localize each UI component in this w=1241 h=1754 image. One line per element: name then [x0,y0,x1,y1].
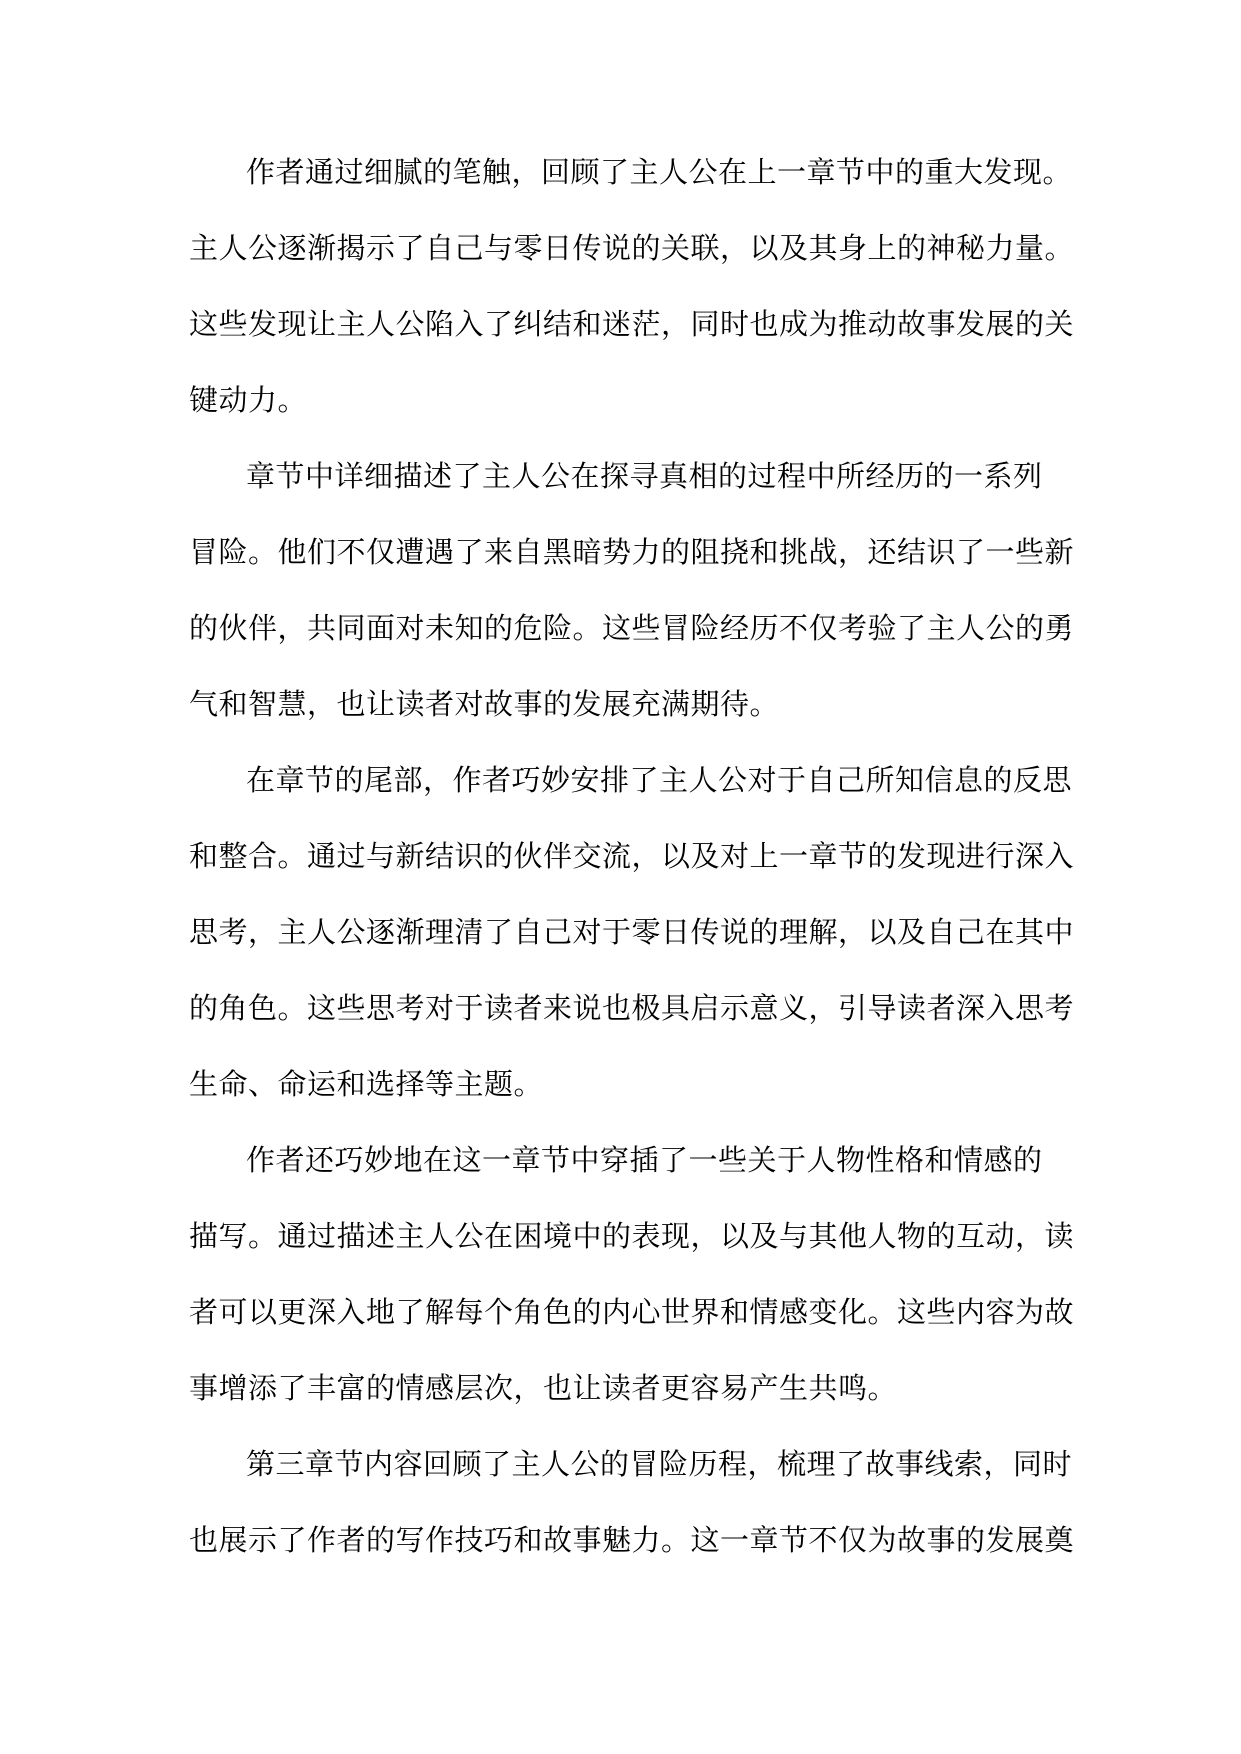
text-line: 气和智慧，也让读者对故事的发展充满期待。 [189,687,780,721]
text-line: 键动力。 [189,383,308,417]
text-line: 的伙伴，共同面对未知的危险。这些冒险经历不仅考验了主人公的勇 [189,611,1075,645]
text-line: 也展示了作者的写作技巧和故事魅力。这一章节不仅为故事的发展奠 [189,1523,1075,1557]
text-line: 这些发现让主人公陷入了纠结和迷茫，同时也成为推动故事发展的关 [189,307,1075,341]
text-line: 的角色。这些思考对于读者来说也极具启示意义，引导读者深入思考 [189,991,1075,1025]
text-line: 作者还巧妙地在这一章节中穿插了一些关于人物性格和情感的 [246,1143,1043,1177]
text-line: 事增添了丰富的情感层次，也让读者更容易产生共鸣。 [189,1371,898,1405]
text-line: 冒险。他们不仅遭遇了来自黑暗势力的阻挠和挑战，还结识了一些新 [189,535,1075,569]
text-line: 主人公逐渐揭示了自己与零日传说的关联，以及其身上的神秘力量。 [189,231,1075,265]
text-line: 作者通过细腻的笔触，回顾了主人公在上一章节中的重大发现。 [246,155,1073,189]
text-line: 第三章节内容回顾了主人公的冒险历程，梳理了故事线索，同时 [246,1447,1073,1481]
text-line: 描写。通过描述主人公在困境中的表现，以及与其他人物的互动，读 [189,1219,1075,1253]
text-line: 在章节的尾部，作者巧妙安排了主人公对于自己所知信息的反思 [246,763,1073,797]
text-line: 生命、命运和选择等主题。 [189,1067,544,1101]
text-line: 章节中详细描述了主人公在探寻真相的过程中所经历的一系列 [246,459,1043,493]
text-line: 和整合。通过与新结识的伙伴交流，以及对上一章节的发现进行深入 [189,839,1075,873]
text-line: 思考，主人公逐渐理清了自己对于零日传说的理解，以及自己在其中 [189,915,1075,949]
text-line: 者可以更深入地了解每个角色的内心世界和情感变化。这些内容为故 [189,1295,1075,1329]
